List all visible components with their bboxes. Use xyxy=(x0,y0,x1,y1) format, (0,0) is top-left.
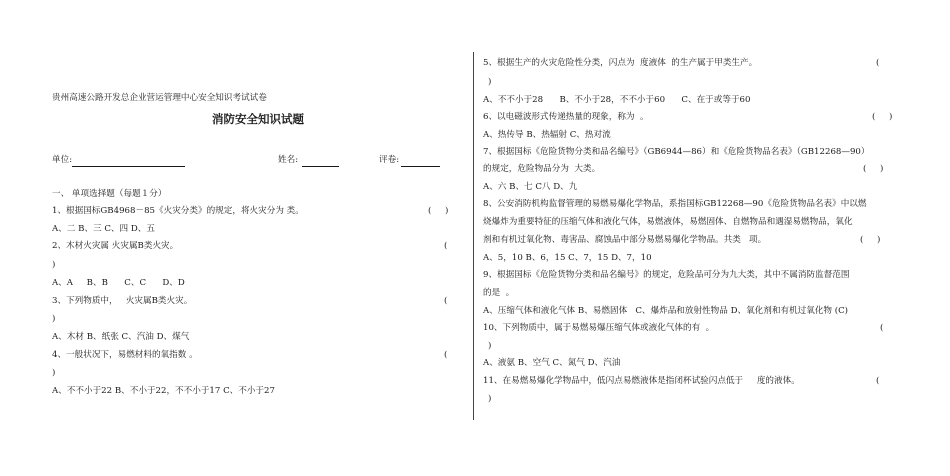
question-2: 2、木材火灾属 火灾属B类火灾。 xyxy=(52,241,179,251)
question-10: 10、下列物质中，属于易燃易爆压缩气体或液化气体的有 。 xyxy=(483,323,715,333)
column-divider xyxy=(473,52,474,420)
question-5-paren-close: ) xyxy=(488,77,492,87)
question-11-paren-open: ( xyxy=(876,376,880,386)
question-6-paren: ( ) xyxy=(872,112,893,122)
question-4: 4、一般状况下，易燃材料的氧指数 。 xyxy=(52,350,198,360)
question-4-paren-open: ( xyxy=(444,350,448,360)
question-4-options: A、不不小于22 B、不小于22，不不小于17 C、不小于27 xyxy=(52,386,275,396)
question-3-paren-open: ( xyxy=(444,296,448,306)
question-3: 3、下列物质中， 火灾属B类火灾。 xyxy=(52,296,193,306)
question-9-line2: 的是 。 xyxy=(483,288,515,298)
page-title: 消防安全知识试题 xyxy=(212,112,304,126)
question-5-options: A、不不小于28 B、不小于28，不不小于60 C、在于或等于60 xyxy=(483,95,751,105)
question-2-options: A、A B、B C、C D、D xyxy=(52,278,185,288)
name-underline xyxy=(302,166,339,167)
question-6-options: A、热传导 B、热辐射 C、热对流 xyxy=(483,130,611,140)
question-2-paren-close: ) xyxy=(52,260,56,270)
question-10-paren-open: ( xyxy=(880,323,884,333)
question-1-paren: ( ) xyxy=(428,206,449,216)
question-4-paren-close: ) xyxy=(52,368,56,378)
question-7-line2: 的规定，危险物品分为 大类。 xyxy=(483,164,601,174)
question-6: 6、以电磁波形式传递热量的现象，称为 。 xyxy=(483,112,649,122)
question-8-line1: 8、公安消防机构监督管理的易燃易爆化学物品，系指国标GB12268—90《危险货物品名表》中以燃 xyxy=(483,199,867,209)
question-3-paren-close: ) xyxy=(52,314,56,324)
question-10-paren-close: ) xyxy=(488,341,492,351)
question-8-options: A、5，10 B、6，15 C、7，15 D、7，10 xyxy=(483,253,652,263)
question-8-paren: ( ) xyxy=(860,235,881,245)
question-7-paren: ( ) xyxy=(863,164,884,174)
question-9-line1: 9、根据国标《危险货物分类和品名编号》的规定，危险品可分为九大类，其中不属消防监督范围 xyxy=(483,270,850,280)
question-10-options: A、液氨 B、空气 C、氮气 D、汽油 xyxy=(483,358,621,368)
question-7-options: A、六 B、七 C八 D、九 xyxy=(483,182,578,192)
question-8-line3: 剂和有机过氧化物、毒害品、腐蚀品中部分易燃易爆化学物品。共类 项。 xyxy=(483,235,767,245)
question-1-options: A、二 B、三 C、四 D、五 xyxy=(52,224,155,234)
question-11: 11、在易燃易爆化学物品中，低闪点易燃液体是指闭杯试验闪点低于 度的液体。 xyxy=(483,376,800,386)
unit-underline xyxy=(72,166,185,167)
question-8-line2: 烧爆炸为重要特征的压缩气体和液化气体，易燃液体，易燃固体、自燃物品和遇湿易燃物品，氧化 xyxy=(483,217,853,227)
question-5-paren-open: ( xyxy=(876,58,880,68)
question-5: 5、根据生产的火灾危险性分类，闪点为 度液体 的生产属于甲类生产。 xyxy=(483,58,758,68)
question-9-options: A、压缩气体和液化气体 B、易燃固体 C、爆炸品和放射性物品 D、氧化剂和有机过氧化物 (C) xyxy=(483,306,849,316)
question-11-paren-close: ) xyxy=(488,394,492,404)
question-1: 1、根据国标GB4968－85《火灾分类》的规定，将火灾分为 类。 xyxy=(52,206,304,216)
score-label: 评卷: xyxy=(379,155,400,165)
score-underline xyxy=(401,166,440,167)
name-label: 姓名: xyxy=(278,155,299,165)
question-2-paren-open: ( xyxy=(444,241,448,251)
section-heading: 一、 单项选择题（每题１分） xyxy=(52,189,167,199)
exam-name: 贵州高速公路开发总企业营运管理中心安全知识考试试卷 xyxy=(52,93,267,103)
question-3-options: A、木材 B、纸张 C、汽油 D、煤气 xyxy=(52,332,190,342)
unit-label: 单位: xyxy=(52,155,73,165)
question-7-line1: 7、根据国标《危险货物分类和品名编号》（GB6944—86）和《危险货物品名表》（GB12268—90） xyxy=(483,147,870,157)
